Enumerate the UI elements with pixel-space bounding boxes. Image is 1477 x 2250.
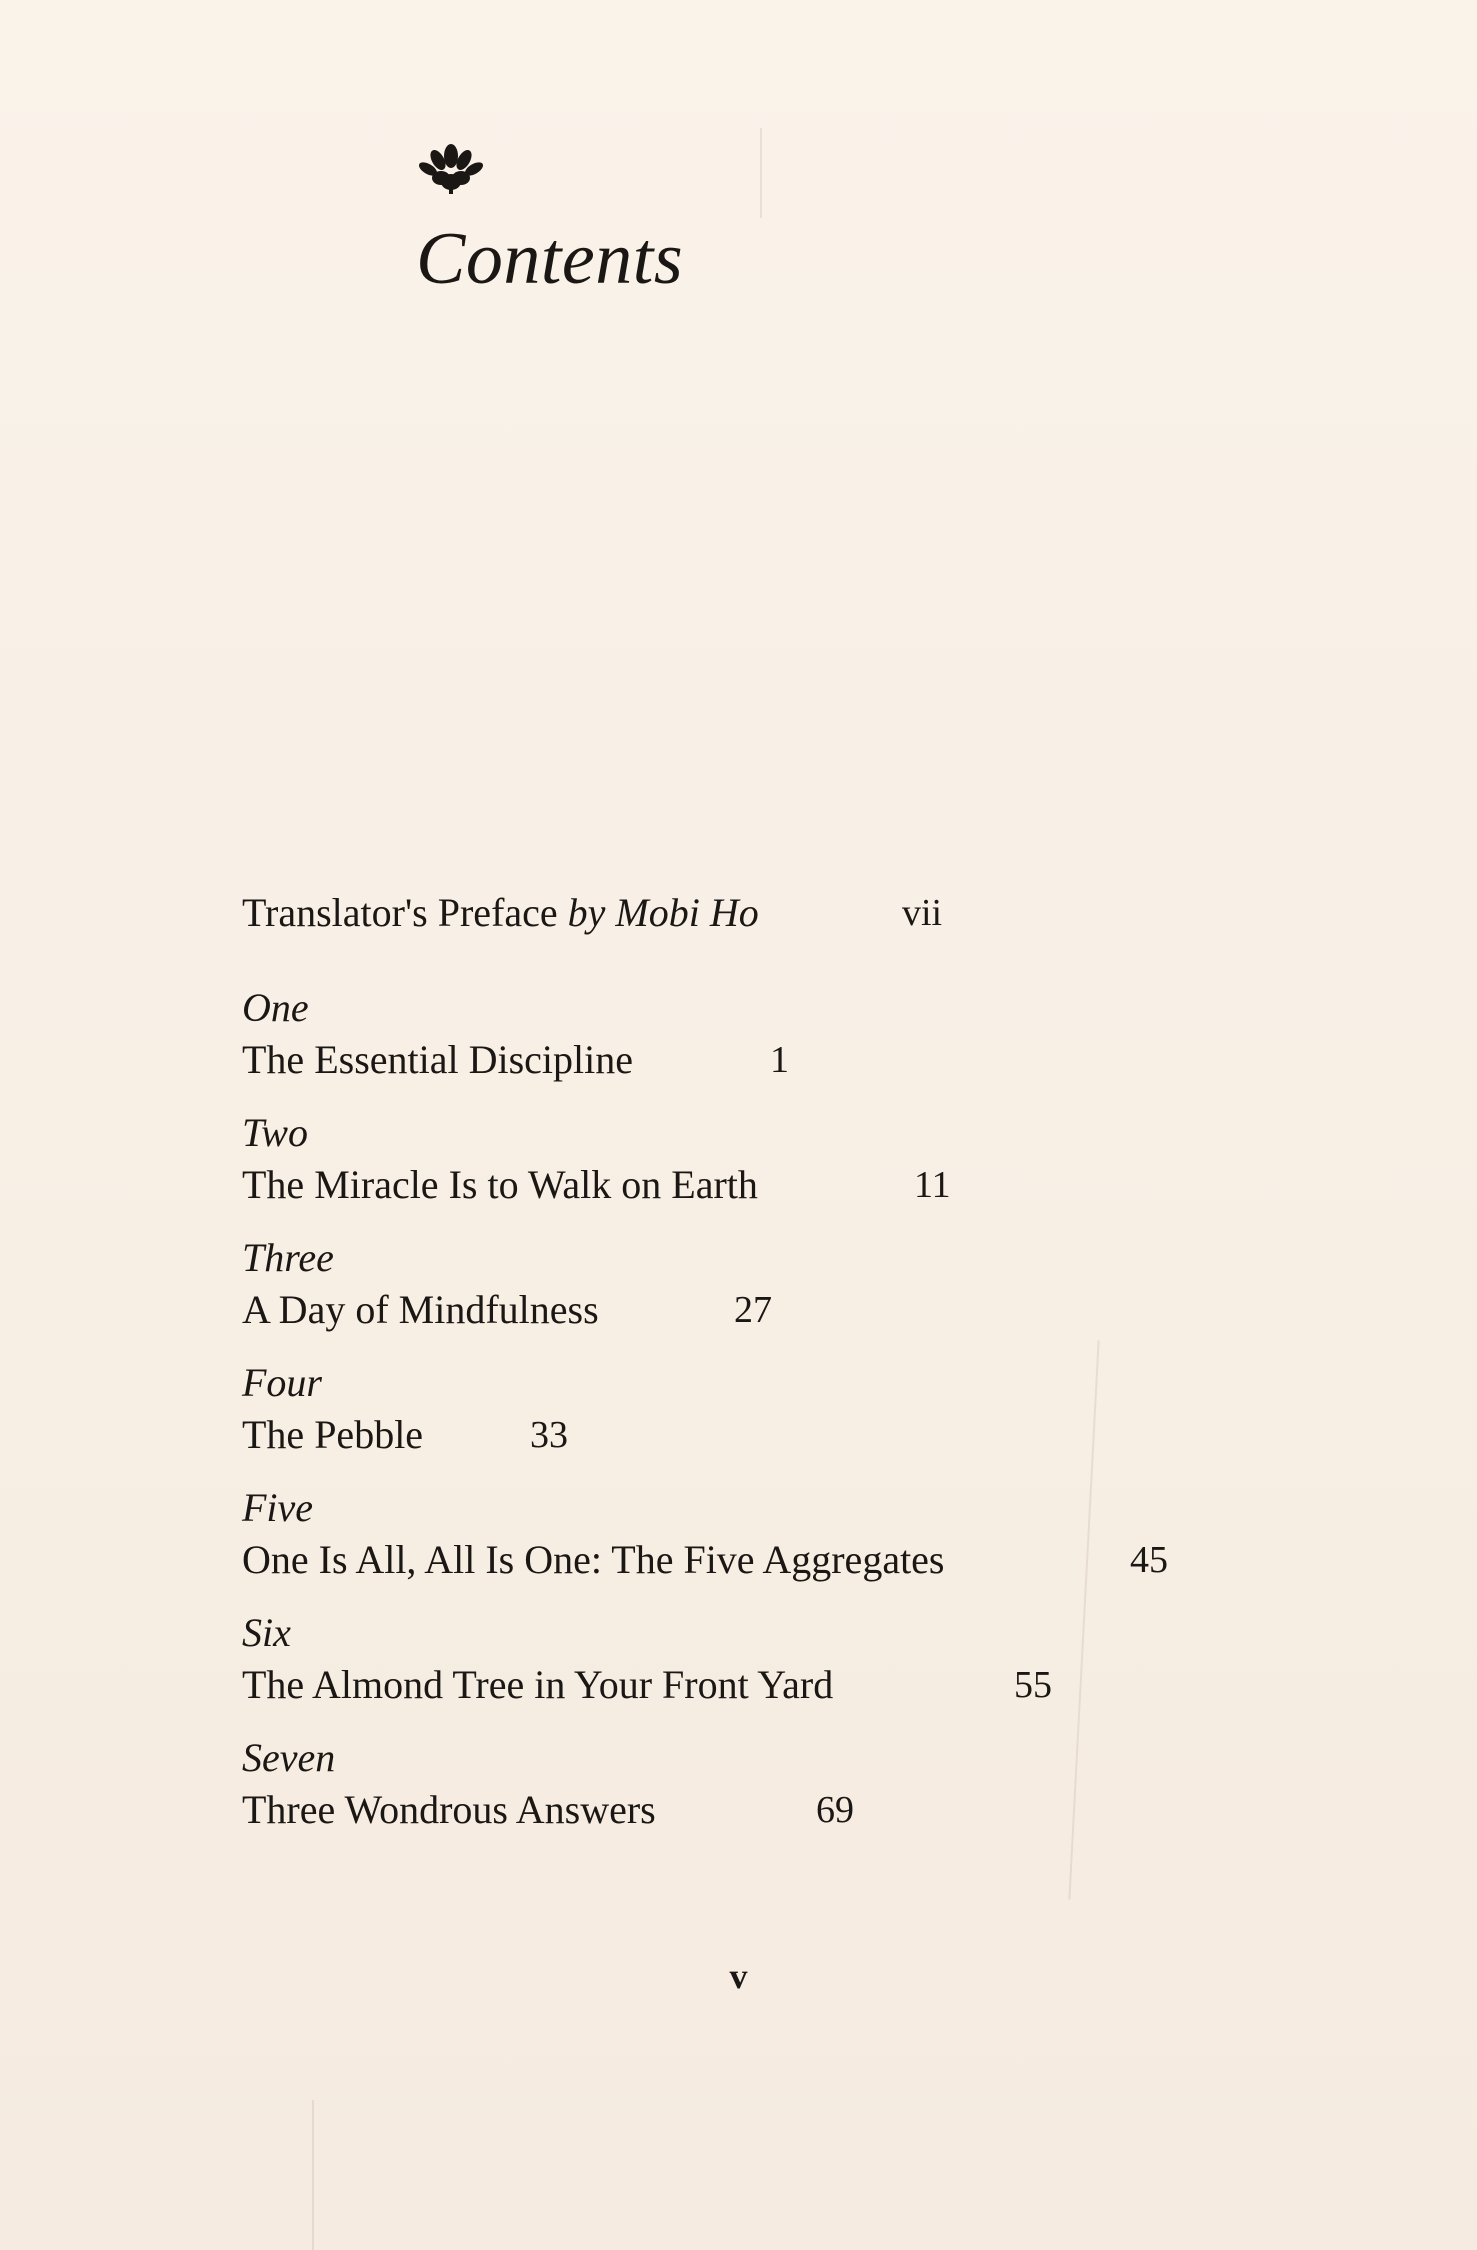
chapter-number: Six bbox=[242, 1610, 291, 1655]
chapter-number: Three bbox=[242, 1235, 334, 1280]
chapter-number: One bbox=[242, 985, 309, 1030]
chapter-title: The Essential Discipline bbox=[242, 1037, 634, 1082]
toc-entry-chapter bbox=[242, 978, 1242, 1103]
preface-page-number: vii bbox=[902, 892, 943, 934]
page-folio: v bbox=[729, 1956, 748, 1996]
toc-entry-chapter bbox=[242, 1103, 1242, 1228]
chapter-number: Two bbox=[242, 1110, 308, 1155]
toc-entry-chapter bbox=[242, 1353, 1242, 1478]
table-of-contents bbox=[242, 880, 1242, 1853]
toc-entry-chapter bbox=[242, 1728, 1242, 1853]
chapter-page-number: 69 bbox=[816, 1789, 854, 1831]
scan-crease-line bbox=[760, 128, 762, 218]
chapter-number: Four bbox=[242, 1360, 322, 1405]
toc-entry-chapter bbox=[242, 1603, 1242, 1728]
chapter-title: The Almond Tree in Your Front Yard bbox=[242, 1662, 834, 1707]
lotus-ornament-icon bbox=[416, 142, 486, 196]
chapter-number: Five bbox=[242, 1485, 314, 1530]
chapter-title: A Day of Mindfulness bbox=[242, 1287, 599, 1332]
chapter-page-number: 1 bbox=[770, 1039, 789, 1081]
chapter-title: One Is All, All Is One: The Five Aggregates bbox=[242, 1537, 945, 1582]
page-title: Contents bbox=[416, 218, 684, 300]
preface-byline: by Mobi Ho bbox=[567, 890, 759, 935]
chapter-page-number: 55 bbox=[1014, 1664, 1052, 1706]
chapter-page-number: 27 bbox=[734, 1289, 772, 1331]
chapter-title: The Miracle Is to Walk on Earth bbox=[242, 1162, 758, 1207]
scan-crease-line bbox=[312, 2100, 314, 2250]
chapter-title: Three Wondrous Answers bbox=[242, 1787, 656, 1832]
chapter-page-number: 33 bbox=[530, 1414, 568, 1456]
toc-entry-chapter bbox=[242, 1478, 1242, 1603]
preface-title: Translator's Preface bbox=[242, 890, 558, 935]
chapter-page-number: 11 bbox=[914, 1164, 951, 1206]
toc-entry-chapter bbox=[242, 1228, 1242, 1353]
chapter-page-number: 45 bbox=[1130, 1539, 1168, 1581]
toc-entry-preface bbox=[242, 880, 1242, 946]
chapter-title: The Pebble bbox=[242, 1412, 424, 1457]
chapter-number: Seven bbox=[242, 1735, 336, 1780]
